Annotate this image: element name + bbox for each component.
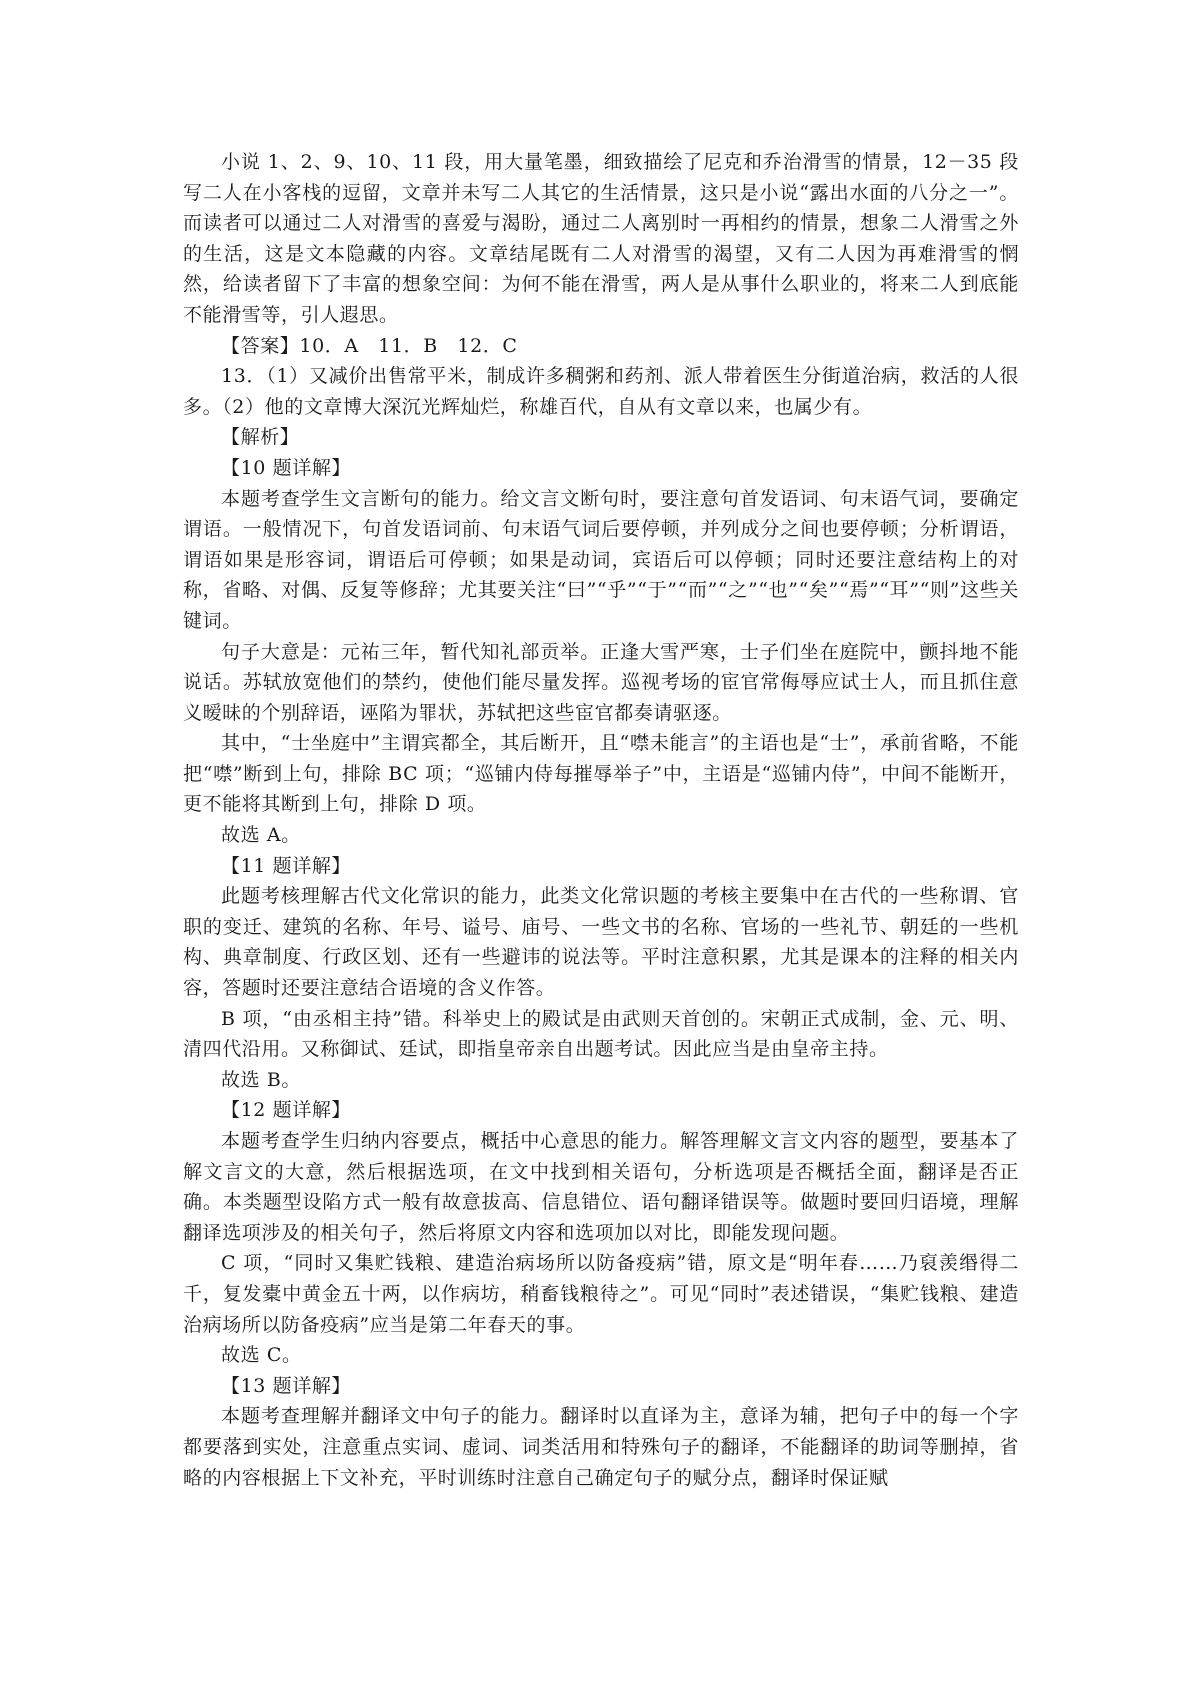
q10-explanation: 本题考查学生文言断句的能力。给文言文断句时，要注意句首发语词、句末语气词，要确定谓语。一般情况下，句首发语词前、句末语气词后要停顿，并列成分之间也要停顿；分析谓语，谓语如果是形容词，谓语后可停顿；如果是动词，宾语后可以停顿；同时还要注意结构上的对称，省略、对偶、反复等修辞；尤其要关注“曰”“乎”“于”“而”“之”“也”“矣”“焉”“耳”“则”这些关键词。 — [183, 487, 1019, 632]
answer-13-translation: 13．（1）又减价出售常平米，制成许多稠粥和药剂、派人带着医生分街道治病，救活的人很多。（2）他的文章博大深沉光辉灿烂，称雄百代，自从有文章以来，也属少有。 — [183, 365, 1019, 418]
q11-reasoning: B 项，“由丞相主持”错。科举史上的殿试是由武则天首创的。宋朝正式成制，金、元、明、清四代沿用。又称御试、廷试，即指皇帝亲自出题考试。因此应当是由皇帝主持。 — [183, 1007, 1019, 1061]
analysis-heading: 【解析】 — [221, 426, 300, 449]
q10-sentence-meaning: 句子大意是：元祐三年，暂代知礼部贡举。正逢大雪严寒，士子们坐在庭院中，颤抖地不能说话。苏轼放宽他们的禁约，使他们能尽量发挥。巡视考场的宦官常侮辱应试士人，而且抓住意义暧昧的个别辞语，诬陷为罪状，苏轼把这些宦官都奏请驱逐。 — [183, 640, 1019, 724]
q11-conclusion: 故选 B。 — [221, 1068, 302, 1091]
document-body — [183, 147, 1019, 1493]
q12-explanation: 本题考查学生归纳内容要点，概括中心意思的能力。解答理解文言文内容的题型，要基本了解文言文的大意，然后根据选项，在文中找到相关语句，分析选项是否概括全面，翻译是否正确。本类题型设陷方式一般有故意拔高、信息错位、语句翻译错误等。做题时要回归语境，理解翻译选项涉及的相关句子，然后将原文内容和选项加以对比，即能发现问题。 — [183, 1130, 1019, 1244]
answer-line: 【答案】10．A 11．B 12．C — [221, 334, 518, 357]
q12-conclusion: 故选 C。 — [221, 1344, 302, 1367]
q12-reasoning: C 项，“同时又集贮钱粮、建造治病场所以防备疫病”错，原文是“明年春……乃裒羡缗得二千，复发橐中黄金五十两，以作病坊，稍畜钱粮待之”。可见“同时”表述错误，“集贮钱粮、建造治病场所以防备疫病”应当是第二年春天的事。 — [183, 1252, 1019, 1336]
q11-heading: 【11 题详解】 — [221, 854, 352, 877]
q10-heading: 【10 题详解】 — [221, 456, 352, 479]
q13-heading: 【13 题详解】 — [221, 1374, 352, 1397]
paragraph-analysis-novel: 小说 1、2、9、10、11 段，用大量笔墨，细致描绘了尼克和乔治滑雪的情景，12－35 段写二人在小客栈的逗留，文章并未写二人其它的生活情景，这只是小说“露出水面的八分之一”。而读者可以通过二人对滑雪的喜爱与渴盼，通过二人离别时一再相约的情景，想象二人滑雪之外的生活，这是文本隐藏的内容。文章结尾既有二人对滑雪的渴望，又有二人因为再难滑雪的惘然，给读者留下了丰富的想象空间：为何不能在滑雪，两人是从事什么职业的，将来二人到底能不能滑雪等，引人遐思。 — [183, 151, 1019, 326]
q10-reasoning: 其中，“士坐庭中”主谓宾都全，其后断开，且“噤未能言”的主语也是“士”，承前省略，不能把“噤”断到上句，排除 BC 项；“巡铺内侍每摧辱举子”中，主语是“巡铺内侍”，中间不能断开，更不能将其断到上句，排除 D 项。 — [183, 732, 1019, 816]
q13-explanation: 本题考查理解并翻译文中句子的能力。翻译时以直译为主，意译为辅，把句子中的每一个字都要落到实处，注意重点实词、虚词、词类活用和特殊句子的翻译，不能翻译的助词等删掉，省略的内容根据上下文补充，平时训练时注意自己确定句子的赋分点，翻译时保证赋 — [183, 1405, 1019, 1489]
q10-conclusion: 故选 A。 — [221, 824, 301, 847]
q11-explanation: 此题考核理解古代文化常识的能力，此类文化常识题的考核主要集中在古代的一些称谓、官职的变迁、建筑的名称、年号、谥号、庙号、一些文书的名称、官场的一些礼节、朝廷的一些机构、典章制度、行政区划、还有一些避讳的说法等。平时注意积累，尤其是课本的注释的相关内容，答题时还要注意结合语境的含义作答。 — [183, 885, 1019, 1000]
q12-heading: 【12 题详解】 — [221, 1099, 352, 1122]
